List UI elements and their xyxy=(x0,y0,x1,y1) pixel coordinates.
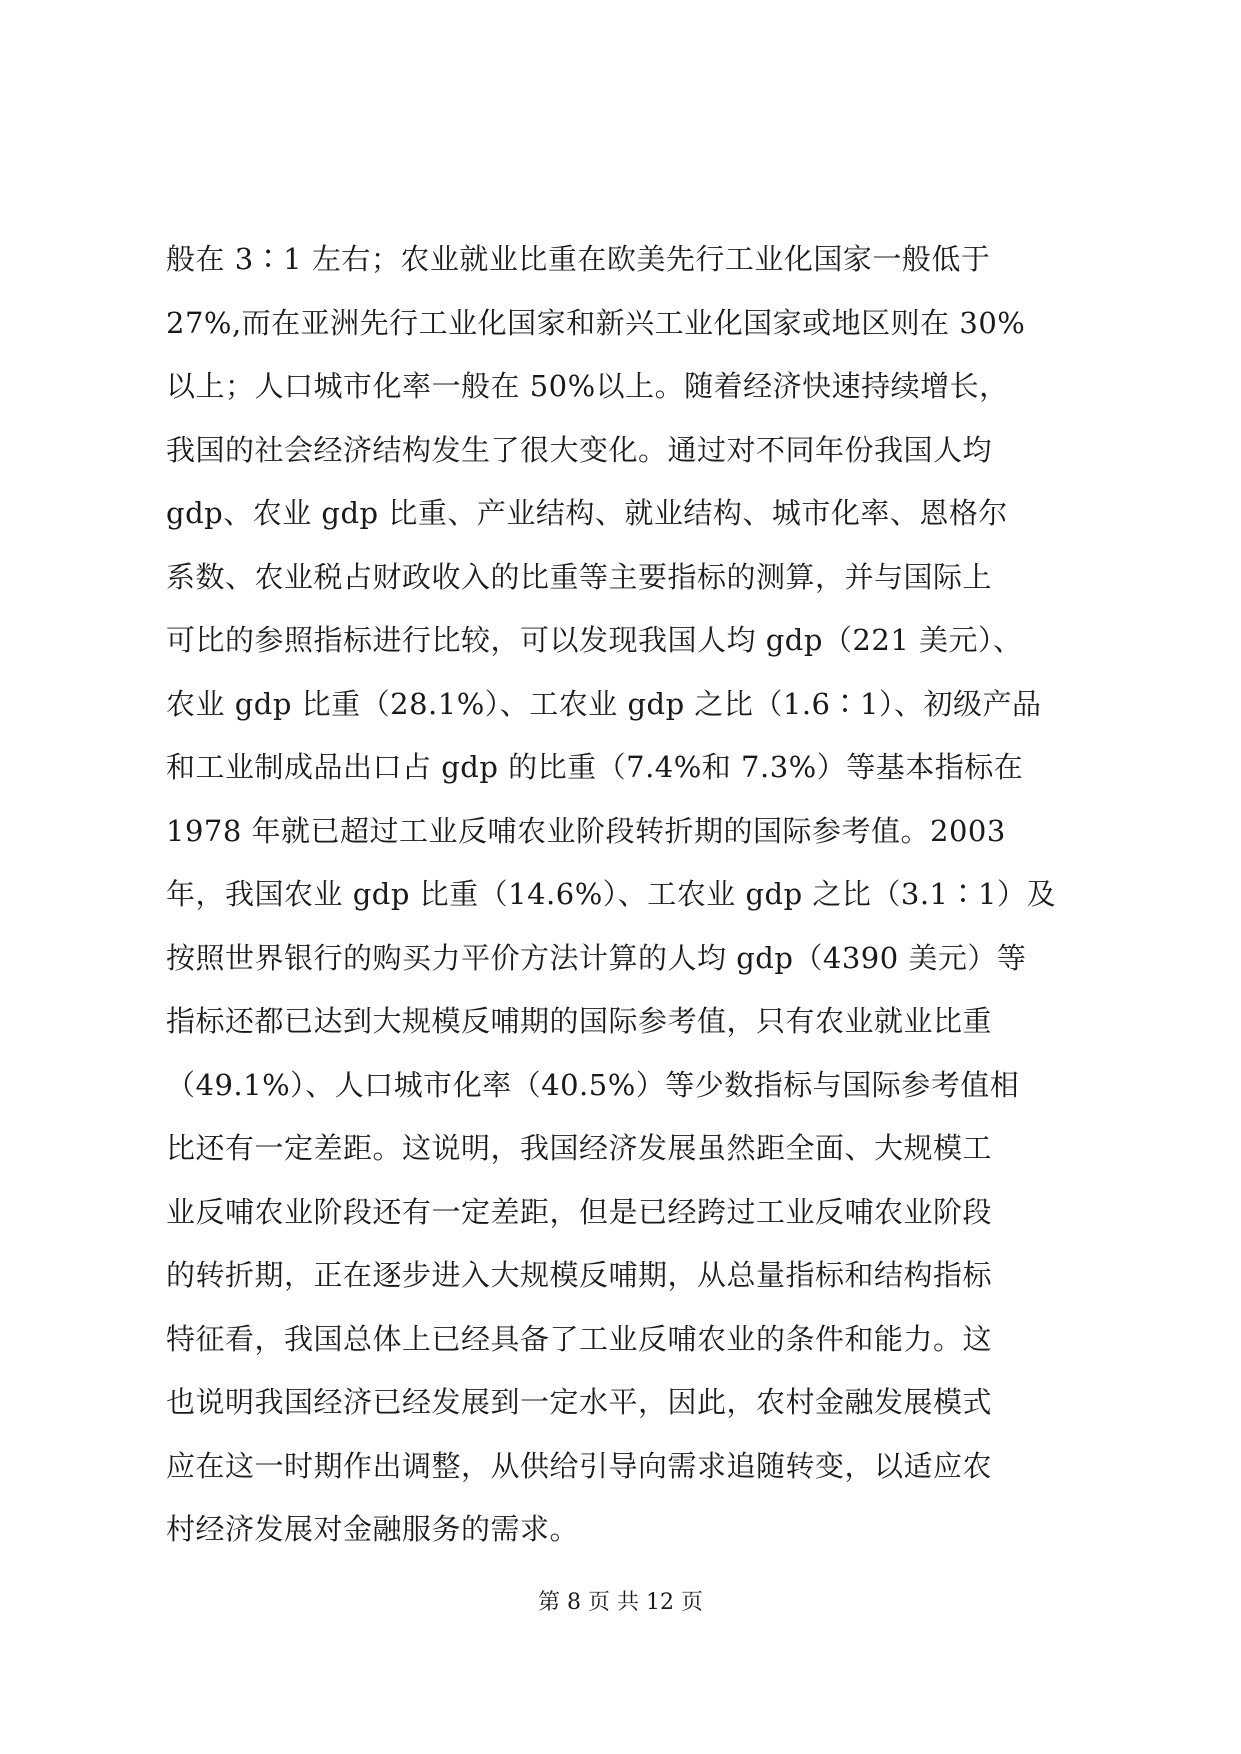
text-line: 村经济发展对金融服务的需求。 xyxy=(166,1512,580,1546)
text-line: 比还有一定差距。这说明，我国经济发展虽然距全面、大规模工 xyxy=(166,1131,993,1165)
text-line: 系数、农业税占财政收入的比重等主要指标的测算，并与国际上 xyxy=(166,559,993,594)
body-paragraph xyxy=(166,228,1081,1562)
text-line: 我国的社会经济结构发生了很大变化。通过对不同年份我国人均 xyxy=(166,432,993,467)
text-line: gdp、农业 gdp 比重、产业结构、就业结构、城市化率、恩格尔 xyxy=(166,496,1008,530)
text-line: （49.1%）、人口城市化率（40.5%）等少数指标与国际参考值相 xyxy=(166,1067,1020,1102)
text-line: 可比的参照指标进行比较，可以发现我国人均 gdp（221 美元）、 xyxy=(166,623,1023,657)
text-line: 的转折期，正在逐步进入大规模反哺期，从总量指标和结构指标 xyxy=(166,1258,993,1292)
text-line: 般在 3∶1 左右；农业就业比重在欧美先行工业化国家一般低于 xyxy=(166,242,991,276)
text-line: 1978 年就已超过工业反哺农业阶段转折期的国际参考值。2003 xyxy=(166,813,1006,848)
text-line: 农业 gdp 比重（28.1%）、工农业 gdp 之比（1.6∶1）、初级产品 xyxy=(166,686,1042,721)
page-number-footer: 第 8 页 共 12 页 xyxy=(538,1590,703,1615)
text-line: 业反哺农业阶段还有一定差距，但是已经跨过工业反哺农业阶段 xyxy=(166,1194,993,1229)
text-line: 按照世界银行的购买力平价方法计算的人均 gdp（4390 美元）等 xyxy=(166,940,1027,975)
text-line: 特征看，我国总体上已经具备了工业反哺农业的条件和能力。这 xyxy=(166,1321,993,1356)
text-line: 和工业制成品出口占 gdp 的比重（7.4%和 7.3%）等基本指标在 xyxy=(166,750,1024,784)
text-line: 以上；人口城市化率一般在 50%以上。随着经济快速持续增长， xyxy=(166,369,1009,403)
text-line: 也说明我国经济已经发展到一定水平，因此，农村金融发展模式 xyxy=(166,1385,993,1419)
text-line: 年，我国农业 gdp 比重（14.6%）、工农业 gdp 之比（3.1∶1）及 xyxy=(166,877,1056,911)
text-line: 指标还都已达到大规模反哺期的国际参考值，只有农业就业比重 xyxy=(166,1004,993,1038)
text-line: 27%,而在亚洲先行工业化国家和新兴工业化国家或地区则在 30% xyxy=(166,305,1026,340)
text-line: 应在这一时期作出调整，从供给引导向需求追随转变，以适应农 xyxy=(166,1448,993,1483)
